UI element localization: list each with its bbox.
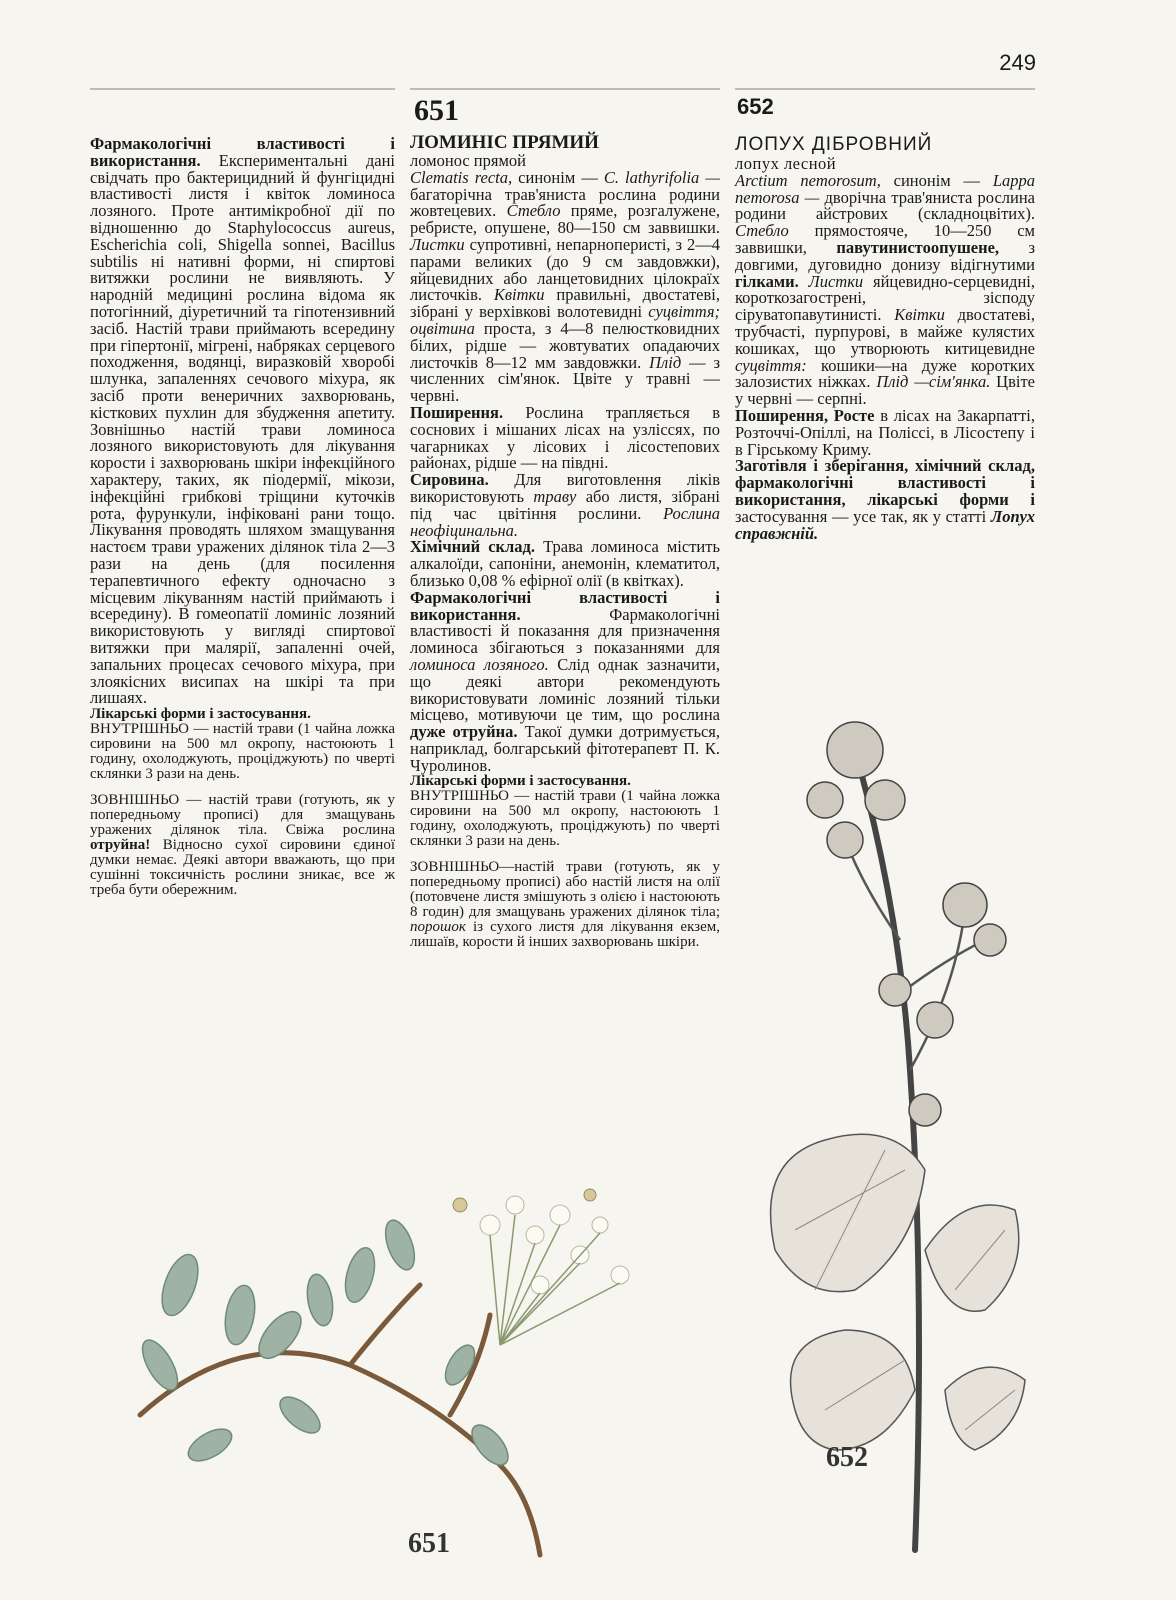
section-heading: Фармакологічні властивості і використання. — [90, 134, 395, 170]
forms-paragraph — [90, 707, 395, 782]
section-heading: Фармакологічні властивості і використання. — [410, 587, 720, 624]
external-text-2: із сухого листя для лікування екзем, лишаїв, корости й інших захворювань шкіри. — [410, 919, 720, 951]
entry-title: ЛОМИНІС ПРЯМИЙ — [410, 132, 599, 153]
header-rule-1 — [90, 88, 395, 90]
term: суцвіття: — [735, 355, 807, 375]
term: Плід —сім'янка. — [876, 372, 991, 392]
latin-synonym: Lappa nemorosa — — [735, 170, 1036, 207]
term: Стебло — [735, 221, 789, 241]
paragraph-text: Експериментальні дані свідчать про бактерицидний й фунгіцидні властивості листя і квіток ломиноса лозяного. Проте антимікробної дії по відношенню до Staphylococcus aureus, Escherichia coli, Shigella sonnei, Bacillus subtilis ні нативні форми, ні спиртові витяжки рослини не виявляють. У народній медицині рослина відома як потогінний, діуретичний та гіпотензивний засіб. Настій трави приймають всередину при гіпертонії, мігрені, набряках серцевого походження, водянці, виразковій хворобі шлунка, запаленнях сечового міхура, як засіб проти венеричних захворювань, кісткових пухлин для збудження апетиту. Зовнішньо настій трави ломиноса лозяного використовують для лікування корости і захворювань шкіри інфекційного характеру, таких, як піодермії, мікози, інфекційні грибкові тріщини куточків рота, фурункули, інфіковані рани тощо. Лікування проводять шляхом змащування настоєм трави уражених ділянок тіла 2—3 рази на день (для посилення терапевтичного ефекту одночасно з місцевим лікуванням настій приймають і всередину). В гомеопатії ломиніс лозяний використовують у вигляді спиртової витяжки при малярії, запаленні очей, запальних процесах сечового міхура, при злоякісних висипах на шкірі та при лишаях. — [90, 150, 395, 708]
text: правильні, двостатеві, зібрані у верхівкові волотевидні — [410, 285, 720, 322]
term: траву — [533, 486, 577, 506]
term: Квітки — [493, 285, 545, 305]
text: яйцевидно-серцевидні, короткозагострені, зісподу сіруватопавутинисті. — [735, 271, 1035, 325]
latin-name: Clematis recta, — [410, 167, 513, 187]
term: Квітки — [894, 305, 945, 325]
text: застосування — усе так, як у статті — [735, 506, 991, 526]
latin-synonym: C. lathyrifolia — — [603, 167, 720, 187]
text: двостатеві, трубчасті, пурпурові, в майже кулястих кошиках, що утворюють китицевидне — [735, 305, 1036, 358]
text: супротивні, непарноперисті, з 2—4 парами великих (до 9 см завдовжки), яйцевидних або ланцетовидних цілокраїх листочків. — [410, 234, 720, 305]
russian-name: ломонос прямой — [410, 151, 526, 170]
bold-term: гілками. — [735, 271, 799, 291]
page-number: 249 — [999, 50, 1036, 75]
text: Такої думки дотримується, наприклад, болгарський фітотерапевт П. К. Чуролинов. — [410, 722, 721, 775]
internal-label: ВНУТРІШНЬО — [410, 788, 509, 805]
text: Слід однак зазначити, що деякі автори рекомендують використовувати ломиніс лозяний тільки місцево, мотивуючи це тим, що рослина — [410, 654, 720, 725]
burdock-illustration — [735, 690, 1035, 1570]
header-rule-3 — [735, 88, 1035, 90]
distribution-paragraph — [735, 405, 1035, 459]
term: Листки — [798, 271, 864, 291]
internal-text: — настій трави (1 чайна ложка сировини на 500 мл окропу, настоюють 1 годину, охолоджують, проціджують) по чверті склянки 3 рази на день. — [90, 721, 395, 783]
column-1 — [90, 136, 395, 898]
description-paragraph — [410, 167, 720, 406]
section-heading: Поширення, Росте — [735, 405, 875, 425]
russian-name: лопух лесной — [735, 154, 837, 173]
pharmacology-paragraph — [90, 136, 395, 707]
external-text-2: Відносно сухої сировини єдиної думки немає. Деякі автори вважають, що при сушінні токсичність рослини зникає, все ж треба бути обережним. — [90, 837, 395, 899]
external-label: ЗОВНІШНЬО — [410, 859, 500, 876]
term: ломиноса лозяного. — [410, 654, 549, 674]
section-heading: Лікарські форми і застосування. — [410, 773, 631, 790]
term: Стебло — [506, 201, 561, 221]
external-label: ЗОВНІШНЬО — [90, 792, 180, 809]
text: — з численних сім'янок. Цвіте у травні — червні. — [410, 352, 720, 406]
chemistry-paragraph — [410, 539, 720, 589]
distribution-paragraph — [410, 402, 720, 473]
bold-term: павутинистоопушене, — [836, 237, 1000, 257]
text: Трава ломиноса містить алкалоїди, сапоніни, анемонін, клематитол, близько 0,08 % ефірної олії (в квітках). — [410, 537, 720, 590]
text: або листя, зібрані під час цвітіння рослини. — [410, 486, 720, 523]
text: синонім — — [880, 170, 993, 190]
preparation-paragraph — [735, 458, 1035, 542]
entry-number-652: 652 — [737, 94, 774, 119]
external-paragraph — [410, 860, 720, 950]
text: проста, з 4—8 пелюстковидних білих, рідше — жовтуватих опадаючих листочків 8—12 мм завдовжки. — [410, 318, 720, 372]
illustration-label-651: 651 — [408, 1528, 450, 1559]
forms-paragraph — [410, 774, 720, 849]
term: Рослина неофіцинальна. — [410, 503, 720, 540]
pharmacology-paragraph — [410, 587, 721, 775]
text: прямостояче, 10—250 см заввишки, — [735, 221, 1035, 257]
raw-material-paragraph — [410, 472, 720, 539]
text: Для виготовлення ліків використовують — [410, 470, 720, 506]
illustration-label-652: 652 — [826, 1442, 868, 1473]
internal-text: — настій трави (1 чайна ложка сировини на 500 мл окропу, настоюють 1 годину, охолоджують, проціджують) по чверті склянки 3 рази на день. — [410, 788, 720, 850]
cross-reference: Лопух справжній. — [735, 506, 1035, 543]
section-heading: Сировина. — [410, 470, 489, 490]
term: суцвіття; оцвітина — [410, 302, 720, 338]
external-text: —настій трави (готують, як у попередньому прописі) або настій листя на олії (потовчене листя змішують з олією і настоюють 8 годин) для змащувань уражених ділянок тіла; — [410, 859, 720, 921]
text: Рослина трапляється в соснових і мішаних лісах на узліссях, по чагарниках у лісових і лісостепових районах, рідше — на півдні. — [410, 402, 720, 473]
section-heading: Заготівля і зберігання, хімічний склад, фармакологічні властивості і використання, лікарські форми і — [735, 456, 1035, 509]
text: в лісах на Закарпатті, Розточчі-Опіллі, на Поліссі, в Лісостепу і в Гірському Криму. — [735, 405, 1035, 459]
section-heading: Хімічний склад. — [410, 537, 536, 557]
column-2 — [410, 132, 720, 950]
text: дворічна трав'яниста рослина родини айстрових (складноцвітих). — [735, 187, 1035, 224]
entry-number-651: 651 — [414, 94, 459, 127]
header-rule-2 — [410, 88, 720, 90]
clematis-illustration — [120, 1165, 720, 1565]
warning-text: дуже отруйна. — [410, 722, 518, 742]
text: синонім — — [512, 167, 604, 187]
column-3 — [735, 134, 1035, 542]
latin-name: Arctium nemorosum, — [735, 170, 881, 190]
text: багаторічна трав'яниста рослина родини жовтецевих. — [410, 184, 720, 221]
section-heading: Лікарські форми і застосування. — [90, 706, 311, 723]
description-paragraph — [735, 170, 1036, 409]
warning-text: отруйна! — [90, 837, 151, 854]
text: кошики—на дуже коротких залозистих ніжках. — [735, 355, 1035, 392]
term: Листки — [410, 234, 465, 254]
text: Цвіте у червні — серпні. — [735, 372, 1036, 409]
external-text: — настій трави (готують, як у попередньому прописі) для змащувань уражених ділянок тіла. Свіжа рослина — [90, 792, 395, 839]
external-paragraph — [90, 793, 395, 898]
term: порошок — [410, 919, 466, 936]
entry-title: ЛОПУХ ДІБРОВНИЙ — [735, 134, 933, 155]
text: Фармакологічні властивості й показання для призначення ломиноса збігаються з показаннями для — [410, 604, 720, 658]
section-heading: Поширення. — [410, 402, 504, 422]
text: з довгими, дуговидно донизу відігнутими — [735, 237, 1035, 274]
term: Плід — [649, 352, 682, 372]
internal-label: ВНУТРІШНЬО — [90, 721, 189, 738]
text: пряме, розгалужене, ребристе, опушене, 80—150 см заввишки. — [410, 201, 720, 238]
